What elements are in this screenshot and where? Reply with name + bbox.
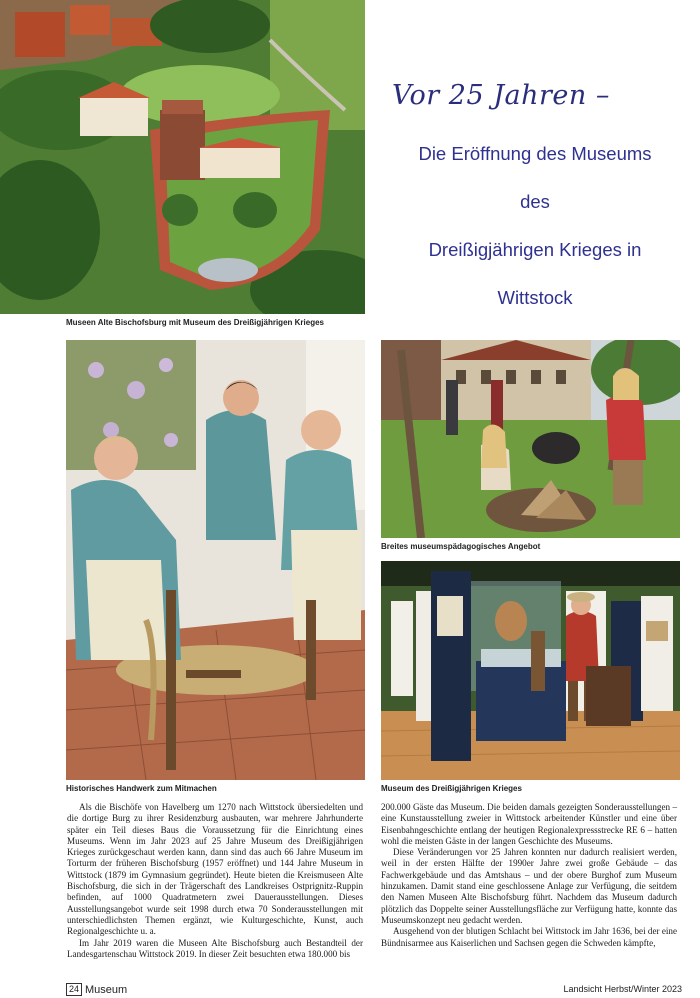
title-line-1: Die Eröffnung des Museums [418,143,652,164]
body-paragraph: Im Jahr 2019 waren die Museen Alte Bischofsburg auch Bestandteil der Landesgartenschau Wittstock 2019. In dieser Zeit besuchten etwa 180.000 bis [67,937,363,959]
craft-caption: Historisches Handwerk zum Mitmachen [66,784,217,793]
body-column-2 [381,802,677,949]
title-line-2: des [520,190,550,212]
issue-label: Landsicht Herbst/Winter 2023 [563,984,682,994]
title-line-4: Wittstock [497,286,573,308]
body-column-1 [67,802,363,960]
aerial-caption: Museen Alte Bischofsburg mit Museum des Dreißigjährigen Krieges [66,318,324,327]
section-name: Museum [85,983,128,996]
body-paragraph: Als die Bischöfe von Havelberg um 1270 nach Wittstock übersiedelten und die dortige Burg zu ihrer Residenzburg ausbauten, war mehrere Jahrhunderte später ein Teil dieses Baus die Voraussetzung für die Einrichtung eines Museums. Wenn im Jahr 2023 auf 25 Jahre Museum des Dreißigjährigen Krieges zurückgeschaut werden kann, dann sind das auch 66 Jahre Museum im Torturm der früheren Bischofsburg (1957 eröffnet) und 144 Jahre Museum in Wittstock (1879 im Gymnasium gegründet). Heute bieten die Kreismuseen Alte Bischofsburg, die sich in der Trägerschaft des Landkreises Ostprignitz-Ruppin befinden, auf 1000 Quadratmetern zwei Dauerausstellungen. Dieses Ausstellungsangebot wurde seit 1998 durch etwa 70 Sonderausstellungen mit unterschiedlichsten Themen ergänzt, wie Kulturgeschichte, Kunst, auch Regionalgeschichte u. a. [67,802,363,937]
kids-photo [381,340,680,538]
body-paragraph: 200.000 Gäste das Museum. Die beiden damals gezeigten Sonderausstellungen – eine Kunstausstellung zweier in Wittstock arbeitender Künstler und eine über Eisenbahngeschichte entlang der heutigen Regionalexpressstrecke RE 6 – hatten wohl die meisten Gäste in der langen Geschichte des Museums. [381,802,677,846]
body-paragraph: Ausgehend von der blutigen Schlacht bei Wittstock im Jahr 1636, bei der eine Bündnisarmee aus Kaiserlichen und Sachsen gegen die Schweden kämpfte, [381,926,677,948]
title-line-3: Dreißigjährigen Krieges in [428,239,642,260]
footer-left [66,983,127,996]
craft-photo [66,340,365,780]
body-paragraph: Diese Veränderungen vor 25 Jahren konnten nur dadurch realisiert werden, weil in der ersten Hälfte der 1990er Jahre zwei große Gebäude – das Fachwerkgebäude und das Amtshaus – und der obere Burghof zum Museum hinzukamen. Damit stand eine geschlossene Anlage zur Verfügung, die seitdem den Namen Museen Alte Bischofsburg führt. Nachdem das Museum dadurch plötzlich das Doppelte seiner Ausstellungsfläche zur Verfügung hatte, konnte das Museumskonzept neu gedacht werden. [381,847,677,925]
kids-caption: Breites museumspädagogisches Angebot [381,542,541,551]
title-script: Vor 25 Jahren – [392,80,610,111]
page-number: 24 [66,983,82,996]
article-title [370,80,700,307]
exhibit-photo [381,561,680,780]
aerial-photo [0,0,365,314]
exhibit-caption: Museum des Dreißigjährigen Krieges [381,784,522,793]
